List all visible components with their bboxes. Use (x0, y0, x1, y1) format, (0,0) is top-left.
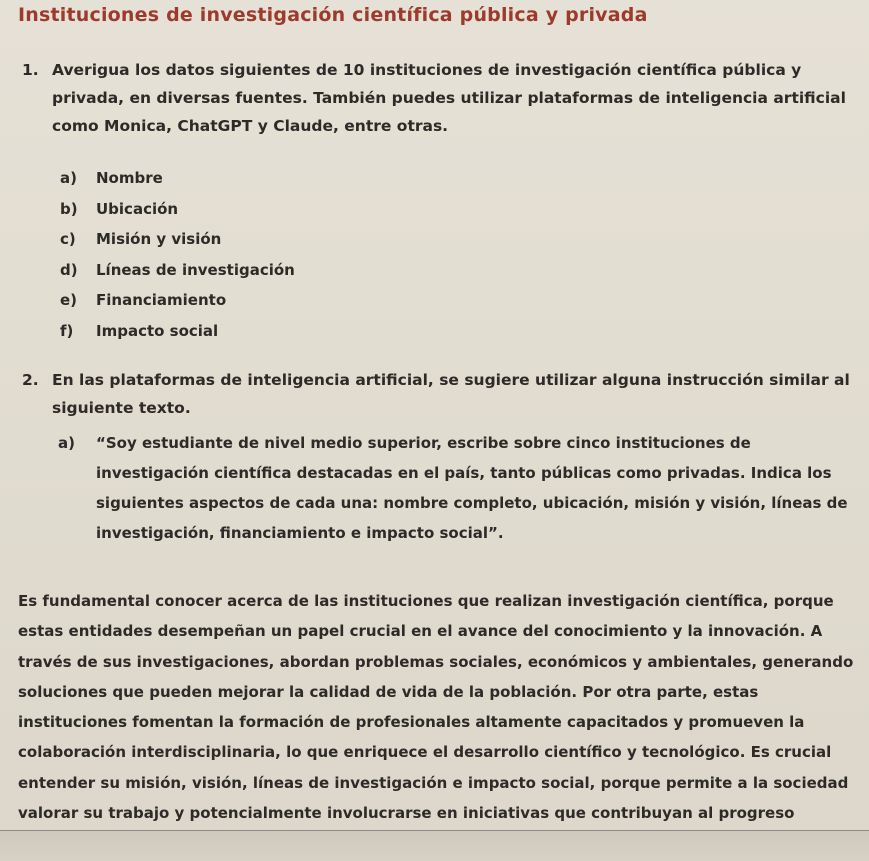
question-2-number: 2. (22, 371, 39, 389)
question-1-number: 1. (22, 61, 39, 79)
option-label: Ubicación (96, 199, 179, 218)
body-paragraph: Es fundamental conocer acerca de las instituciones que realizan investigación científica, porque estas entidades desempeñan un papel crucial en el avance del conocimiento y la innovación. A través de sus investigaciones, abordan problemas sociales, económicos y ambientales, generando soluciones que pueden mejorar la calidad de vida de la población. Por otra parte, estas instituciones fomentan la formación de profesionales altamente capacitados y promueven la colaboración interdisciplinaria, lo que enriquece el desarrollo científico y tecnológico. Es crucial entender su misión, visión, líneas de investigación e impacto social, porque permite a la sociedad valorar su trabajo y potencialmente involucrarse en iniciativas que contribuyan al progreso (18, 592, 854, 823)
option-letter: f) (60, 321, 74, 340)
list-item (60, 194, 295, 225)
sub-letter: a) (58, 434, 75, 452)
option-letter: a) (60, 169, 77, 187)
page-bottom-edge (0, 830, 869, 861)
question-1-text: Averigua los datos siguientes de 10 instituciones de investigación científica pública y privada, en diversas fuentes. También puedes utilizar plataformas de inteligencia artificial como Monica, ChatGPT y Claude, entre otras. (52, 61, 846, 135)
list-item (60, 224, 295, 255)
list-item (60, 163, 295, 194)
option-letter: b) (60, 199, 78, 218)
option-letter: c) (60, 230, 76, 248)
question-1 (22, 56, 852, 140)
list-item (60, 316, 295, 347)
option-letter: e) (60, 291, 78, 309)
prompt-text: “Soy estudiante de nivel medio superior, escribe sobre cinco instituciones de investigación científica destacadas en el país, tanto públicas como privadas. Indica los siguientes aspectos de cada una: nombre completo, ubicación, misión y visión, líneas de investigación, financiamiento e impacto social”. (96, 434, 848, 542)
list-item (60, 285, 295, 316)
option-label: Nombre (96, 169, 163, 187)
option-letter: d) (60, 260, 78, 279)
option-label: Misión y visión (96, 230, 222, 248)
question-2 (22, 366, 852, 422)
question-1-options (60, 163, 295, 346)
page-title: Instituciones de investigación científica pública y privada (18, 4, 648, 26)
option-label: Líneas de investigación (96, 260, 295, 279)
question-2-sub (58, 428, 858, 548)
list-item (60, 255, 295, 286)
question-2-text: En las plataformas de inteligencia artificial, se sugiere utilizar alguna instrucción similar al siguiente texto. (52, 371, 850, 417)
option-label: Financiamiento (96, 291, 227, 309)
option-label: Impacto social (96, 321, 219, 340)
